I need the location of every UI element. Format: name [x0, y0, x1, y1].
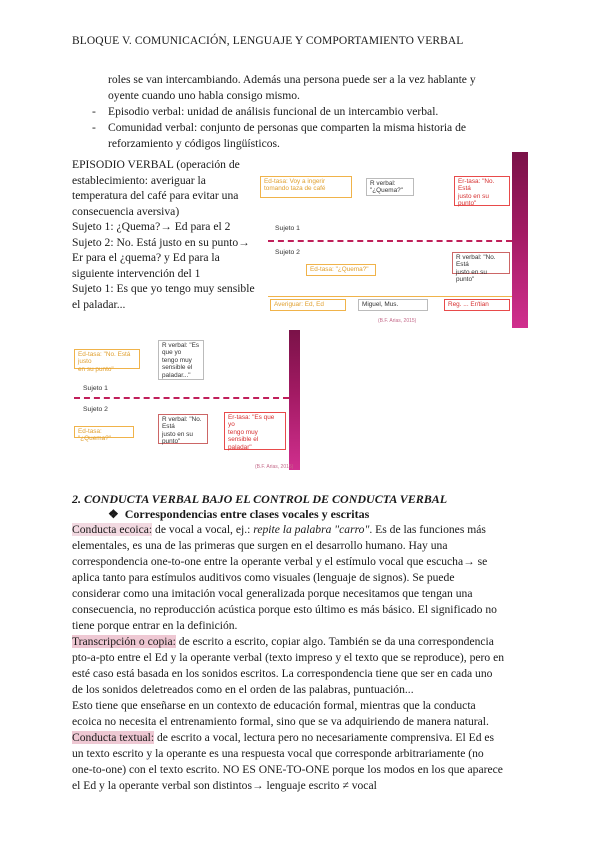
footer-mid-label: Miguel, Mus.	[358, 299, 428, 311]
section-subtitle	[108, 507, 369, 522]
episode-line: Sujeto 1: ¿Quema?→ Ed para el 2	[72, 220, 231, 233]
episode-line: Sujeto 1: Es que yo tengo muy sensible	[72, 282, 255, 295]
list-item: - Episodio verbal: unidad de análisis funcional de un intercambio verbal.	[92, 105, 439, 118]
ed-box: Ed-tasa: Voy a ingerir tomando taza de café	[260, 176, 352, 198]
episode-line: el paladar...	[72, 297, 126, 311]
list-item-continuation: reforzamiento y códigos lingüísticos.	[108, 137, 280, 150]
episode-line: establecimiento: averiguar la	[72, 173, 206, 187]
paragraph-line: consecuencia, no reproducción acústica porque esto último es más básico. El significado no	[72, 603, 497, 616]
episode-line: consecuencia aversiva)	[72, 204, 180, 218]
paragraph-line: de los sonidos deletreados como en el orden de las palabras, puntuación...	[72, 683, 414, 696]
body-text	[72, 522, 532, 794]
subtitle-text: Correspondencias entre clases vocales y escritas	[124, 507, 370, 521]
episode-verbal-text	[72, 157, 277, 312]
response-box: R verbal: "No. Está justo en su punto"	[158, 414, 208, 444]
figure-credit: (B.F. Arias, 2015)	[378, 318, 417, 324]
term-highlight: Transcripción o copia:	[72, 635, 176, 648]
term-highlight: Conducta textual:	[72, 731, 155, 744]
ed-box: Ed-tasa: "¿Quema?"	[306, 264, 376, 276]
episode-line: EPISODIO VERBAL (operación de	[72, 158, 240, 171]
paragraph-line: un texto escrito y la operante es una respuesta vocal que corresponde arbitrariamente (no	[72, 747, 484, 760]
footer-er-label: Reg. ... Er/tian	[444, 299, 510, 311]
paragraph-line: tiene porque entrar en la definición.	[72, 619, 238, 632]
response-box: R verbal: "Es que yo tengo muy sensible el paladar..."	[158, 340, 204, 380]
paragraph-line: Esto tiene que enseñarse en un contexto de educación formal, mientras que la conducta	[72, 699, 476, 712]
paragraph-line: esté caso está basada en los sonidos escritos. La correspondencia tiene que ser en cada uno	[72, 667, 493, 680]
sujeto-1-label: Sujeto 1	[83, 385, 108, 392]
paragraph-line: Conducta textual: de escrito a vocal, lectura pero no necesariamente comprensiva. El Ed es	[72, 731, 495, 744]
section-title: 2. CONDUCTA VERBAL BAJO EL CONTROL DE CONDUCTA VERBAL	[72, 492, 448, 506]
page-header: BLOQUE V. COMUNICACIÓN, LENGUAJE Y COMPORTAMIENTO VERBAL	[72, 35, 464, 47]
paragraph-line: correspondencia one-to-one entre la operante verbal y el estímulo vocal que escucha→ se	[72, 555, 488, 568]
paragraph-line: pto-a-pto entre el Ed y la operante verbal (texto impreso y el texto que se reproduce), pero en	[72, 651, 505, 664]
sujeto-1-label: Sujeto 1	[275, 225, 300, 232]
episode-line: temperatura del café para evitar una	[72, 189, 239, 202]
ed-box: Ed-tasa: "No. Está justo en su punto"	[74, 349, 140, 369]
gradient-bar	[512, 152, 528, 328]
episode-diagram-2	[72, 330, 304, 472]
er-box: Er-tasa: "No. Está justo en su punto"	[454, 176, 510, 206]
timeline-divider	[268, 240, 512, 242]
episode-line: Sujeto 2: No. Está justo en su punto→	[72, 235, 250, 249]
gradient-bar	[289, 330, 300, 470]
term-highlight: Conducta ecoica:	[72, 523, 153, 536]
intro-line: roles se van intercambiando. Además una persona puede ser a la vez hablante y	[108, 73, 476, 86]
diamond-bullet-icon: ❖	[108, 507, 119, 521]
ed-box: Ed-tasa: "¿Quema?"	[74, 426, 134, 438]
sujeto-2-label: Sujeto 2	[275, 249, 300, 256]
footer-ed-label: Averiguar: Ed, Ed	[270, 299, 346, 311]
paragraph-line: Transcripción o copia: de escrito a escrito, copiar algo. También se da una correspondencia	[72, 635, 494, 648]
paragraph-line: el Ed y la operante verbal son distintos→ lenguaje escrito ≠ vocal	[72, 779, 377, 792]
er-box: Er-tasa: "Es que yo tengo muy sensible el paladar"	[224, 412, 286, 450]
paragraph-line: ecoica no necesita el entrenamiento formal, sino que se va adquiriendo de manera natural.	[72, 715, 489, 728]
list-item: - Comunidad verbal: conjunto de personas que comparten la misma historia de	[92, 121, 467, 134]
paragraph-line: Conducta ecoica: de vocal a vocal, ej.: repite la palabra "carro". Es de las funciones más	[72, 523, 486, 536]
episode-line: siguiente intervención del 1	[72, 266, 201, 280]
paragraph-line: aplica tanto para estímulos auditivos como visuales (lenguaje de signos). Se puede	[72, 571, 455, 584]
response-box: R verbal: "No. Está justo en su punto"	[452, 252, 510, 274]
response-box: R verbal: "¿Quema?"	[366, 178, 414, 196]
intro-paragraph	[108, 72, 476, 104]
footer-line	[268, 296, 512, 297]
paragraph-line: one-to-one) con el texto escrito. NO ES ONE-TO-ONE porque los modos en los que aparece	[72, 763, 503, 776]
intro-line: oyente cuando uno habla consigo mismo.	[108, 89, 300, 102]
timeline-divider	[74, 397, 289, 399]
paragraph-line: elementales, es una de las primeras que surgen en el desarrollo humano. Hay una	[72, 539, 448, 552]
episode-line: Er para el ¿quema? y Ed para la	[72, 251, 220, 264]
paragraph-line: considerar como una imitación vocal generalizada porque necesitamos que tengan una	[72, 587, 473, 600]
sujeto-2-label: Sujeto 2	[83, 406, 108, 413]
figure-credit: (B.F. Arias, 2015)	[255, 464, 294, 470]
episode-diagram-1	[258, 152, 530, 330]
definitions-list	[92, 104, 466, 152]
